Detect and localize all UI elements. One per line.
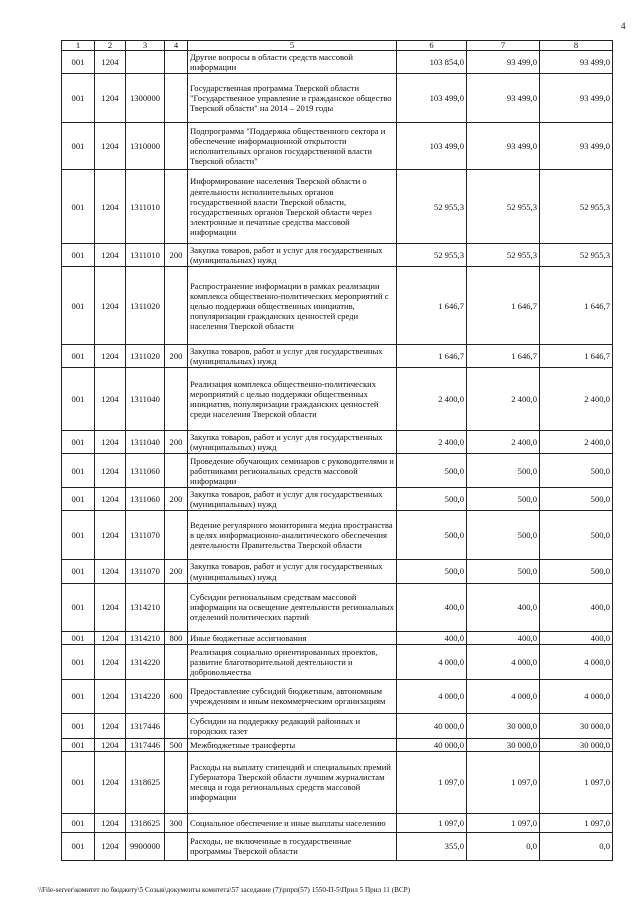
cell-amount-2: 500,0 — [467, 511, 540, 560]
cell-amount-3: 1 646,7 — [540, 267, 613, 345]
cell-expense-type — [165, 267, 188, 345]
cell-amount-2: 30 000,0 — [467, 713, 540, 738]
cell-target-code: 1310000 — [126, 123, 165, 170]
table-row — [62, 170, 613, 244]
cell-section-code: 1204 — [95, 713, 126, 738]
cell-amount-1: 103 499,0 — [397, 123, 467, 170]
column-header: 8 — [540, 41, 613, 51]
cell-admin-code: 001 — [62, 583, 95, 631]
cell-description: Закупка товаров, работ и услуг для государственных (муниципальных) нужд — [188, 244, 397, 267]
cell-amount-2: 0,0 — [467, 832, 540, 860]
column-header: 2 — [95, 41, 126, 51]
cell-target-code: 1314210 — [126, 583, 165, 631]
table-row — [62, 583, 613, 631]
table-row — [62, 74, 613, 123]
cell-target-code: 1311060 — [126, 488, 165, 511]
table-row — [62, 267, 613, 345]
cell-expense-type: 200 — [165, 345, 188, 368]
cell-amount-2: 2 400,0 — [467, 368, 540, 431]
cell-description: Подпрограмма "Поддержка общественного сектора и обеспечение информационной открытости исполнительных органов государственной власти Тверской области" — [188, 123, 397, 170]
cell-amount-3: 2 400,0 — [540, 368, 613, 431]
cell-target-code: 9900000 — [126, 832, 165, 860]
cell-amount-3: 93 499,0 — [540, 74, 613, 123]
cell-expense-type: 200 — [165, 431, 188, 454]
cell-section-code: 1204 — [95, 267, 126, 345]
cell-admin-code: 001 — [62, 832, 95, 860]
cell-amount-1: 500,0 — [397, 560, 467, 583]
table-row — [62, 123, 613, 170]
cell-amount-3: 400,0 — [540, 631, 613, 644]
cell-admin-code: 001 — [62, 644, 95, 679]
cell-amount-3: 500,0 — [540, 560, 613, 583]
cell-target-code: 1311040 — [126, 431, 165, 454]
cell-amount-1: 2 400,0 — [397, 431, 467, 454]
cell-amount-3: 1 646,7 — [540, 345, 613, 368]
cell-amount-3: 52 955,3 — [540, 170, 613, 244]
cell-amount-2: 93 499,0 — [467, 123, 540, 170]
cell-amount-1: 500,0 — [397, 454, 467, 488]
cell-amount-1: 4 000,0 — [397, 644, 467, 679]
cell-description: Реализация комплекса общественно-политических мероприятий с целью поддержки общественных инициатив, популяризации гражданских ценностей среди населения Тверской области — [188, 368, 397, 431]
cell-target-code: 1311040 — [126, 368, 165, 431]
file-path-footer: \\File-server\комитет по бюджету\5 Созыв\документы комитета\57 заседание (7)\рпрп(57) 1550-П-5\Прил 5 Прил 11 (ВСР) — [38, 886, 411, 894]
cell-target-code: 1314220 — [126, 644, 165, 679]
cell-admin-code: 001 — [62, 431, 95, 454]
cell-expense-type — [165, 644, 188, 679]
cell-target-code: 1311020 — [126, 267, 165, 345]
cell-target-code: 1318625 — [126, 813, 165, 832]
cell-amount-1: 40 000,0 — [397, 738, 467, 751]
table-row — [62, 454, 613, 488]
cell-amount-2: 400,0 — [467, 631, 540, 644]
cell-admin-code: 001 — [62, 345, 95, 368]
cell-section-code: 1204 — [95, 511, 126, 560]
cell-admin-code: 001 — [62, 488, 95, 511]
table-row — [62, 713, 613, 738]
cell-expense-type: 200 — [165, 488, 188, 511]
table-row — [62, 751, 613, 813]
cell-section-code: 1204 — [95, 751, 126, 813]
cell-expense-type: 200 — [165, 244, 188, 267]
cell-section-code: 1204 — [95, 738, 126, 751]
column-header: 3 — [126, 41, 165, 51]
table-row — [62, 832, 613, 860]
cell-target-code: 1300000 — [126, 74, 165, 123]
cell-amount-1: 103 499,0 — [397, 74, 467, 123]
cell-expense-type — [165, 713, 188, 738]
cell-target-code: 1314210 — [126, 631, 165, 644]
cell-amount-2: 500,0 — [467, 454, 540, 488]
cell-description: Межбюджетные трансферты — [188, 738, 397, 751]
cell-amount-2: 52 955,3 — [467, 244, 540, 267]
table-row — [62, 244, 613, 267]
cell-amount-2: 500,0 — [467, 560, 540, 583]
cell-admin-code: 001 — [62, 560, 95, 583]
cell-amount-3: 1 097,0 — [540, 751, 613, 813]
cell-description: Закупка товаров, работ и услуг для государственных (муниципальных) нужд — [188, 488, 397, 511]
column-header: 4 — [165, 41, 188, 51]
cell-amount-2: 93 499,0 — [467, 51, 540, 74]
column-header: 1 — [62, 41, 95, 51]
cell-description: Предоставление субсидий бюджетным, автономным учреждениям и иным некоммерческим организациям — [188, 679, 397, 713]
cell-section-code: 1204 — [95, 832, 126, 860]
cell-expense-type — [165, 74, 188, 123]
cell-amount-2: 52 955,3 — [467, 170, 540, 244]
cell-amount-3: 93 499,0 — [540, 123, 613, 170]
cell-section-code: 1204 — [95, 454, 126, 488]
cell-section-code: 1204 — [95, 644, 126, 679]
cell-description: Ведение регулярного мониторинга медиа пространства в целях информационно-аналитического обеспечения деятельности Правительства Тверской области — [188, 511, 397, 560]
cell-section-code: 1204 — [95, 170, 126, 244]
cell-target-code: 1311020 — [126, 345, 165, 368]
cell-section-code: 1204 — [95, 431, 126, 454]
page-number: 4 — [621, 21, 626, 31]
cell-amount-2: 1 646,7 — [467, 345, 540, 368]
cell-amount-3: 93 499,0 — [540, 51, 613, 74]
cell-target-code: 1311070 — [126, 560, 165, 583]
cell-description: Проведение обучающих семинаров с руководителями и работниками региональных средств массовой информации — [188, 454, 397, 488]
cell-amount-1: 2 400,0 — [397, 368, 467, 431]
cell-amount-3: 1 097,0 — [540, 813, 613, 832]
cell-target-code: 1311070 — [126, 511, 165, 560]
cell-amount-3: 52 955,3 — [540, 244, 613, 267]
cell-admin-code: 001 — [62, 267, 95, 345]
cell-admin-code: 001 — [62, 244, 95, 267]
cell-target-code: 1311010 — [126, 170, 165, 244]
table-row — [62, 813, 613, 832]
cell-expense-type — [165, 170, 188, 244]
cell-amount-1: 1 646,7 — [397, 267, 467, 345]
cell-section-code: 1204 — [95, 813, 126, 832]
column-header: 7 — [467, 41, 540, 51]
cell-section-code: 1204 — [95, 123, 126, 170]
cell-description: Субсидии на поддержку редакций районных и городских газет — [188, 713, 397, 738]
cell-admin-code: 001 — [62, 123, 95, 170]
cell-admin-code: 001 — [62, 51, 95, 74]
cell-admin-code: 001 — [62, 368, 95, 431]
cell-section-code: 1204 — [95, 345, 126, 368]
cell-expense-type — [165, 368, 188, 431]
cell-target-code: 1317446 — [126, 713, 165, 738]
cell-amount-3: 30 000,0 — [540, 738, 613, 751]
cell-amount-3: 500,0 — [540, 454, 613, 488]
cell-amount-3: 4 000,0 — [540, 644, 613, 679]
cell-amount-1: 1 097,0 — [397, 813, 467, 832]
cell-section-code: 1204 — [95, 679, 126, 713]
budget-table — [61, 40, 613, 861]
cell-admin-code: 001 — [62, 631, 95, 644]
cell-target-code: 1314220 — [126, 679, 165, 713]
cell-description: Расходы, не включенные в государственные программы Тверской области — [188, 832, 397, 860]
cell-amount-1: 400,0 — [397, 583, 467, 631]
cell-amount-1: 40 000,0 — [397, 713, 467, 738]
cell-expense-type — [165, 751, 188, 813]
cell-description: Государственная программа Тверской области "Государственное управление и гражданское общество Тверской области" на 2014 – 2019 годы — [188, 74, 397, 123]
cell-description: Социальное обеспечение и иные выплаты населению — [188, 813, 397, 832]
cell-amount-3: 500,0 — [540, 488, 613, 511]
cell-expense-type: 500 — [165, 738, 188, 751]
table-row — [62, 679, 613, 713]
cell-amount-1: 52 955,3 — [397, 244, 467, 267]
cell-description: Закупка товаров, работ и услуг для государственных (муниципальных) нужд — [188, 431, 397, 454]
cell-amount-2: 1 646,7 — [467, 267, 540, 345]
cell-section-code: 1204 — [95, 488, 126, 511]
table-row — [62, 51, 613, 74]
cell-admin-code: 001 — [62, 713, 95, 738]
table-row — [62, 488, 613, 511]
table-row — [62, 431, 613, 454]
cell-description: Распространение информации в рамках реализации комплекса общественно-политических мероприятий с целью поддержки общественных инициатив, популяризации гражданских ценностей среди населения Тверской области — [188, 267, 397, 345]
cell-section-code: 1204 — [95, 244, 126, 267]
cell-expense-type — [165, 454, 188, 488]
table-row — [62, 511, 613, 560]
cell-admin-code: 001 — [62, 813, 95, 832]
cell-expense-type — [165, 832, 188, 860]
cell-target-code: 1317446 — [126, 738, 165, 751]
cell-target-code: 1311060 — [126, 454, 165, 488]
cell-amount-3: 0,0 — [540, 832, 613, 860]
cell-target-code: 1311010 — [126, 244, 165, 267]
cell-target-code: 1318625 — [126, 751, 165, 813]
cell-description: Субсидии региональным средствам массовой информации на освещение деятельности региональных отделений политических партий — [188, 583, 397, 631]
cell-expense-type: 800 — [165, 631, 188, 644]
cell-section-code: 1204 — [95, 74, 126, 123]
table-row — [62, 560, 613, 583]
cell-amount-2: 1 097,0 — [467, 813, 540, 832]
cell-amount-2: 1 097,0 — [467, 751, 540, 813]
cell-amount-2: 4 000,0 — [467, 644, 540, 679]
cell-amount-2: 500,0 — [467, 488, 540, 511]
cell-amount-1: 355,0 — [397, 832, 467, 860]
cell-description: Другие вопросы в области средств массовой информации — [188, 51, 397, 74]
cell-amount-1: 500,0 — [397, 511, 467, 560]
cell-description: Закупка товаров, работ и услуг для государственных (муниципальных) нужд — [188, 560, 397, 583]
cell-amount-3: 500,0 — [540, 511, 613, 560]
cell-section-code: 1204 — [95, 51, 126, 74]
cell-expense-type: 200 — [165, 560, 188, 583]
cell-amount-1: 400,0 — [397, 631, 467, 644]
table-row — [62, 644, 613, 679]
cell-description: Иные бюджетные ассигнования — [188, 631, 397, 644]
cell-amount-1: 1 097,0 — [397, 751, 467, 813]
table-row — [62, 368, 613, 431]
cell-amount-2: 93 499,0 — [467, 74, 540, 123]
cell-admin-code: 001 — [62, 454, 95, 488]
cell-expense-type: 600 — [165, 679, 188, 713]
cell-amount-1: 103 854,0 — [397, 51, 467, 74]
cell-section-code: 1204 — [95, 631, 126, 644]
cell-expense-type — [165, 51, 188, 74]
cell-description: Расходы на выплату стипендий и специальных премий Губернатора Тверской области лучшим журналистам месяца и года региональных средств массовой информации — [188, 751, 397, 813]
cell-amount-1: 1 646,7 — [397, 345, 467, 368]
column-header: 6 — [397, 41, 467, 51]
cell-amount-2: 2 400,0 — [467, 431, 540, 454]
cell-expense-type — [165, 123, 188, 170]
cell-amount-1: 500,0 — [397, 488, 467, 511]
cell-amount-3: 400,0 — [540, 583, 613, 631]
cell-amount-2: 30 000,0 — [467, 738, 540, 751]
cell-admin-code: 001 — [62, 74, 95, 123]
cell-section-code: 1204 — [95, 368, 126, 431]
table-row — [62, 738, 613, 751]
cell-amount-1: 4 000,0 — [397, 679, 467, 713]
cell-expense-type: 300 — [165, 813, 188, 832]
cell-section-code: 1204 — [95, 583, 126, 631]
table-header-row — [62, 41, 613, 51]
table-row — [62, 631, 613, 644]
cell-section-code: 1204 — [95, 560, 126, 583]
cell-admin-code: 001 — [62, 679, 95, 713]
cell-amount-2: 4 000,0 — [467, 679, 540, 713]
cell-admin-code: 001 — [62, 511, 95, 560]
cell-amount-3: 4 000,0 — [540, 679, 613, 713]
cell-description: Информирование населения Тверской области о деятельности исполнительных органов государственной власти Тверской области, государственных органов Тверской области через электронные и печатные средства массовой информации — [188, 170, 397, 244]
cell-admin-code: 001 — [62, 751, 95, 813]
cell-target-code — [126, 51, 165, 74]
cell-amount-2: 400,0 — [467, 583, 540, 631]
cell-admin-code: 001 — [62, 170, 95, 244]
cell-description: Реализация социально ориентированных проектов, развитие благотворительной деятельности и добровольчества — [188, 644, 397, 679]
cell-amount-3: 30 000,0 — [540, 713, 613, 738]
cell-admin-code: 001 — [62, 738, 95, 751]
cell-expense-type — [165, 511, 188, 560]
cell-amount-1: 52 955,3 — [397, 170, 467, 244]
column-header: 5 — [188, 41, 397, 51]
table-row — [62, 345, 613, 368]
cell-description: Закупка товаров, работ и услуг для государственных (муниципальных) нужд — [188, 345, 397, 368]
cell-expense-type — [165, 583, 188, 631]
cell-amount-3: 2 400,0 — [540, 431, 613, 454]
